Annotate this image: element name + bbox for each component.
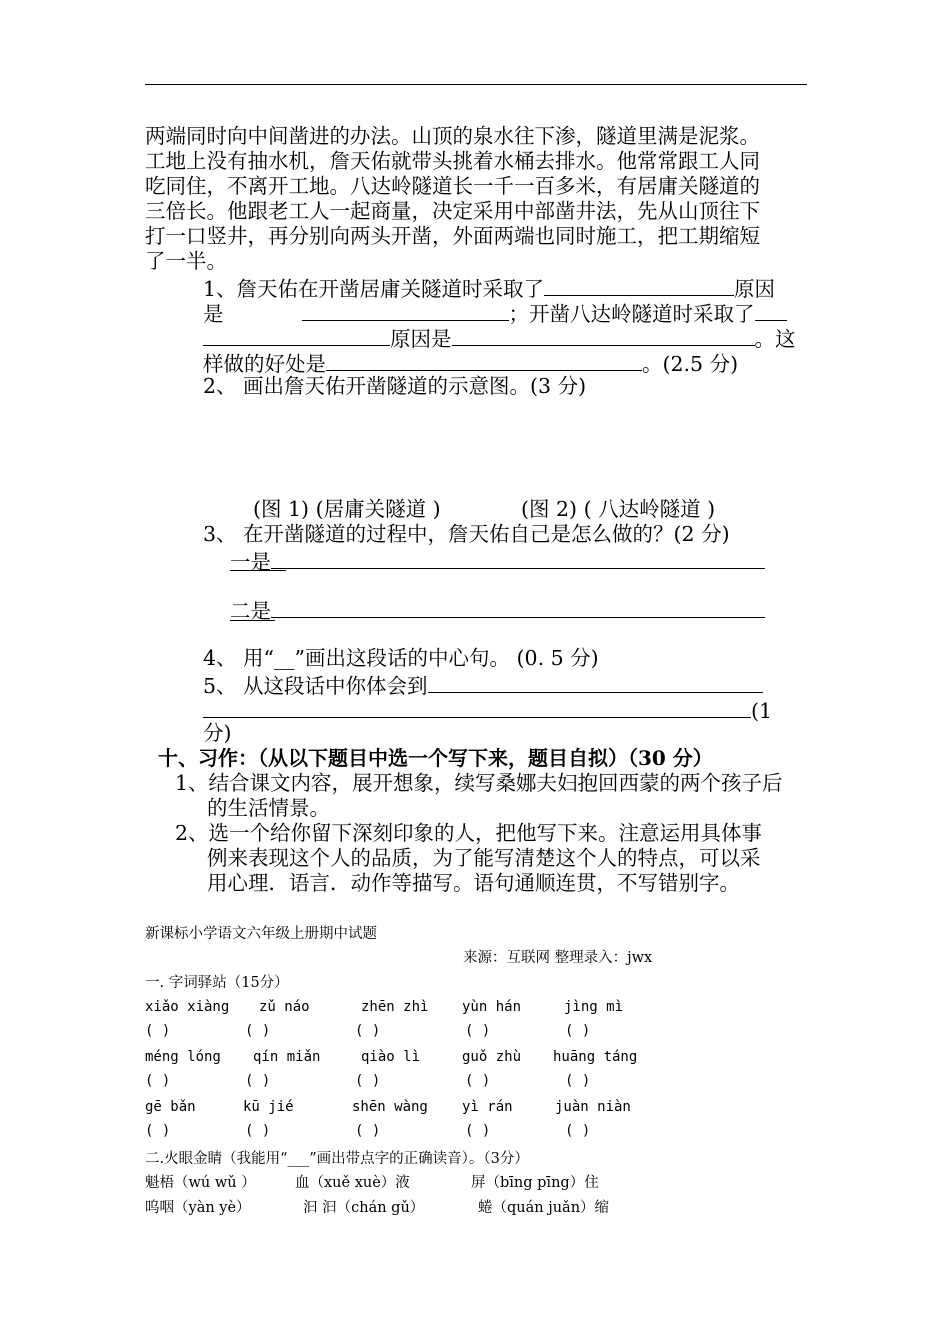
q5-blank-1[interactable]: [428, 671, 763, 693]
q3-one-label: 一是: [230, 550, 271, 574]
pinyin-item: kū jié: [243, 1099, 294, 1115]
passage-line: 吃同住，不离开工地。八达岭隧道长一千一百多米，有居庸关隧道的: [145, 174, 760, 198]
answer-paren[interactable]: ( ): [465, 1023, 491, 1039]
pinyin-item: shēn wàng: [352, 1099, 428, 1115]
q5-score: (1: [751, 699, 773, 723]
q5-line2: [203, 696, 772, 724]
exam-title: 新课标小学语文六年级上册期中试题: [145, 926, 377, 942]
q3-answer-2: [230, 596, 765, 624]
pinyin-item: zǔ náo: [259, 999, 310, 1015]
q1-line4: [203, 349, 738, 377]
answer-paren[interactable]: ( ): [355, 1073, 381, 1089]
s2-item[interactable]: 血（xuě xuè）液: [295, 1175, 410, 1191]
q1-blank-1[interactable]: [544, 274, 734, 296]
section-2-heading: 二.火眼金睛（我能用“___”画出带点字的正确读音）。（3分）: [145, 1151, 529, 1167]
answer-paren[interactable]: ( ): [565, 1023, 591, 1039]
q1-text-d: ；开凿八达岭隧道时采取了: [508, 302, 755, 326]
pinyin-item: qín miǎn: [253, 1049, 321, 1065]
q1-blank-2[interactable]: [302, 299, 509, 321]
answer-paren[interactable]: ( ): [145, 1123, 171, 1139]
q3-blank-1-cont[interactable]: [230, 570, 286, 571]
top-rule: [145, 84, 807, 85]
passage: [145, 124, 813, 274]
q1-blank-5[interactable]: [452, 324, 755, 346]
s2-item[interactable]: 蜷（quán juǎn）缩: [478, 1200, 610, 1216]
q5-text: 5、 从这段话中你体会到: [203, 674, 428, 698]
q3-blank-2-cont[interactable]: [230, 620, 275, 621]
q3-blank-1[interactable]: [271, 547, 765, 569]
q1-text-b: 原因: [734, 277, 776, 301]
writing-option-2: 2、选一个给你留下深刻印象的人，把他写下来。注意运用具体事: [175, 821, 763, 845]
source-line: 来源：互联网 整理录入：jwx: [463, 950, 653, 966]
answer-paren[interactable]: ( ): [145, 1023, 171, 1039]
answer-paren[interactable]: ( ): [565, 1073, 591, 1089]
q3: 3、 在开凿隧道的过程中，詹天佑自己是怎么做的？(2 分): [203, 522, 730, 546]
answer-paren[interactable]: ( ): [565, 1123, 591, 1139]
s2-row: [145, 1173, 665, 1195]
passage-line: 两端同时向中间凿进的办法。山顶的泉水往下渗，隧道里满是泥浆。: [145, 124, 760, 148]
q3-two-label: 二是: [230, 599, 271, 623]
s2-item[interactable]: 汩 汩（chán gǔ）: [303, 1200, 425, 1216]
answer-paren[interactable]: ( ): [465, 1073, 491, 1089]
q3-blank-2[interactable]: [271, 596, 765, 618]
pinyin-item: huāng táng: [553, 1049, 638, 1065]
s2-item[interactable]: 呜咽（yàn yè）: [145, 1200, 251, 1216]
figure-1-label: (图 1) (居庸关隧道 ): [253, 497, 441, 521]
answer-paren[interactable]: ( ): [245, 1023, 271, 1039]
passage-line: 打一口竖井，再分别向两头开凿，外面两端也同时施工，把工期缩短: [145, 224, 760, 248]
q1-text-g: 样做的好处是: [203, 352, 326, 376]
s2-row: [145, 1198, 665, 1220]
q1-text-f: 。这: [754, 327, 796, 351]
passage-line: 工地上没有抽水机，詹天佑就带头挑着水桶去排水。他常常跟工人同: [145, 149, 760, 173]
q1-blank-6[interactable]: [326, 349, 642, 371]
q1-line1: [203, 274, 775, 302]
q2: 2、 画出詹天佑开凿隧道的示意图。(3 分): [203, 374, 587, 398]
q4: 4、 用“__”画出这段话的中心句。 (0. 5 分): [203, 646, 599, 670]
pinyin-item: gē bǎn: [145, 1099, 196, 1115]
pinyin-item: guǒ zhù: [462, 1049, 522, 1065]
figure-2-label: (图 2) ( 八达岭隧道 ): [521, 497, 716, 521]
section-1-heading: 一. 字词驿站（15分）: [145, 975, 289, 991]
writing-option-1: 1、结合课文内容，展开想象，续写桑娜夫妇抱回西蒙的两个孩子后: [175, 771, 783, 795]
answer-paren[interactable]: ( ): [465, 1123, 491, 1139]
q3-answer-1: [230, 547, 765, 575]
pinyin-item: qiào lì: [361, 1049, 421, 1065]
q1-text-h: 。(2.5 分): [642, 352, 739, 376]
pinyin-item: méng lóng: [145, 1049, 221, 1065]
section-10-heading: 十、习作：（从以下题目中选一个写下来，题目自拟）（30 分）: [158, 746, 713, 770]
writing-option-2-cont2: 用心理．语言．动作等描写。语句通顺连贯，不写错别字。: [207, 871, 740, 895]
writing-option-2-cont1: 例来表现这个人的品质，为了能写清楚这个人的特点，可以采: [207, 846, 761, 870]
q5-score-cont: 分): [203, 721, 232, 745]
q1-line2: [203, 299, 787, 327]
pinyin-item: juàn niàn: [555, 1099, 631, 1115]
answer-paren[interactable]: ( ): [245, 1123, 271, 1139]
answer-paren[interactable]: ( ): [145, 1073, 171, 1089]
q1-text-c: 是: [203, 302, 224, 326]
passage-line: 三倍长。他跟老工人一起商量，决定采用中部凿井法，先从山顶往下: [145, 199, 760, 223]
q1-line3: [203, 324, 796, 352]
q1-text-e: 原因是: [390, 327, 452, 351]
pinyin-item: jìng mì: [564, 999, 624, 1015]
pinyin-item: yì rán: [462, 1099, 513, 1115]
s2-item[interactable]: 屏（bīng pīng）住: [471, 1175, 599, 1191]
s2-item[interactable]: 魁梧（wú wǔ ）: [145, 1175, 256, 1191]
q5-blank-2[interactable]: [203, 696, 751, 718]
writing-option-1-cont: 的生活情景。: [207, 796, 330, 820]
q5: [203, 671, 763, 699]
q1-blank-3[interactable]: [755, 299, 787, 321]
answer-paren[interactable]: ( ): [245, 1073, 271, 1089]
q1-text-a: 1、詹天佑在开凿居庸关隧道时采取了: [203, 277, 545, 301]
pinyin-item: zhēn zhì: [361, 999, 429, 1015]
answer-paren[interactable]: ( ): [355, 1023, 381, 1039]
pinyin-item: xiǎo xiàng: [145, 999, 230, 1015]
answer-paren[interactable]: ( ): [355, 1123, 381, 1139]
pinyin-item: yùn hán: [462, 999, 522, 1015]
q1-blank-4[interactable]: [203, 324, 390, 346]
passage-line: 了一半。: [145, 249, 227, 273]
